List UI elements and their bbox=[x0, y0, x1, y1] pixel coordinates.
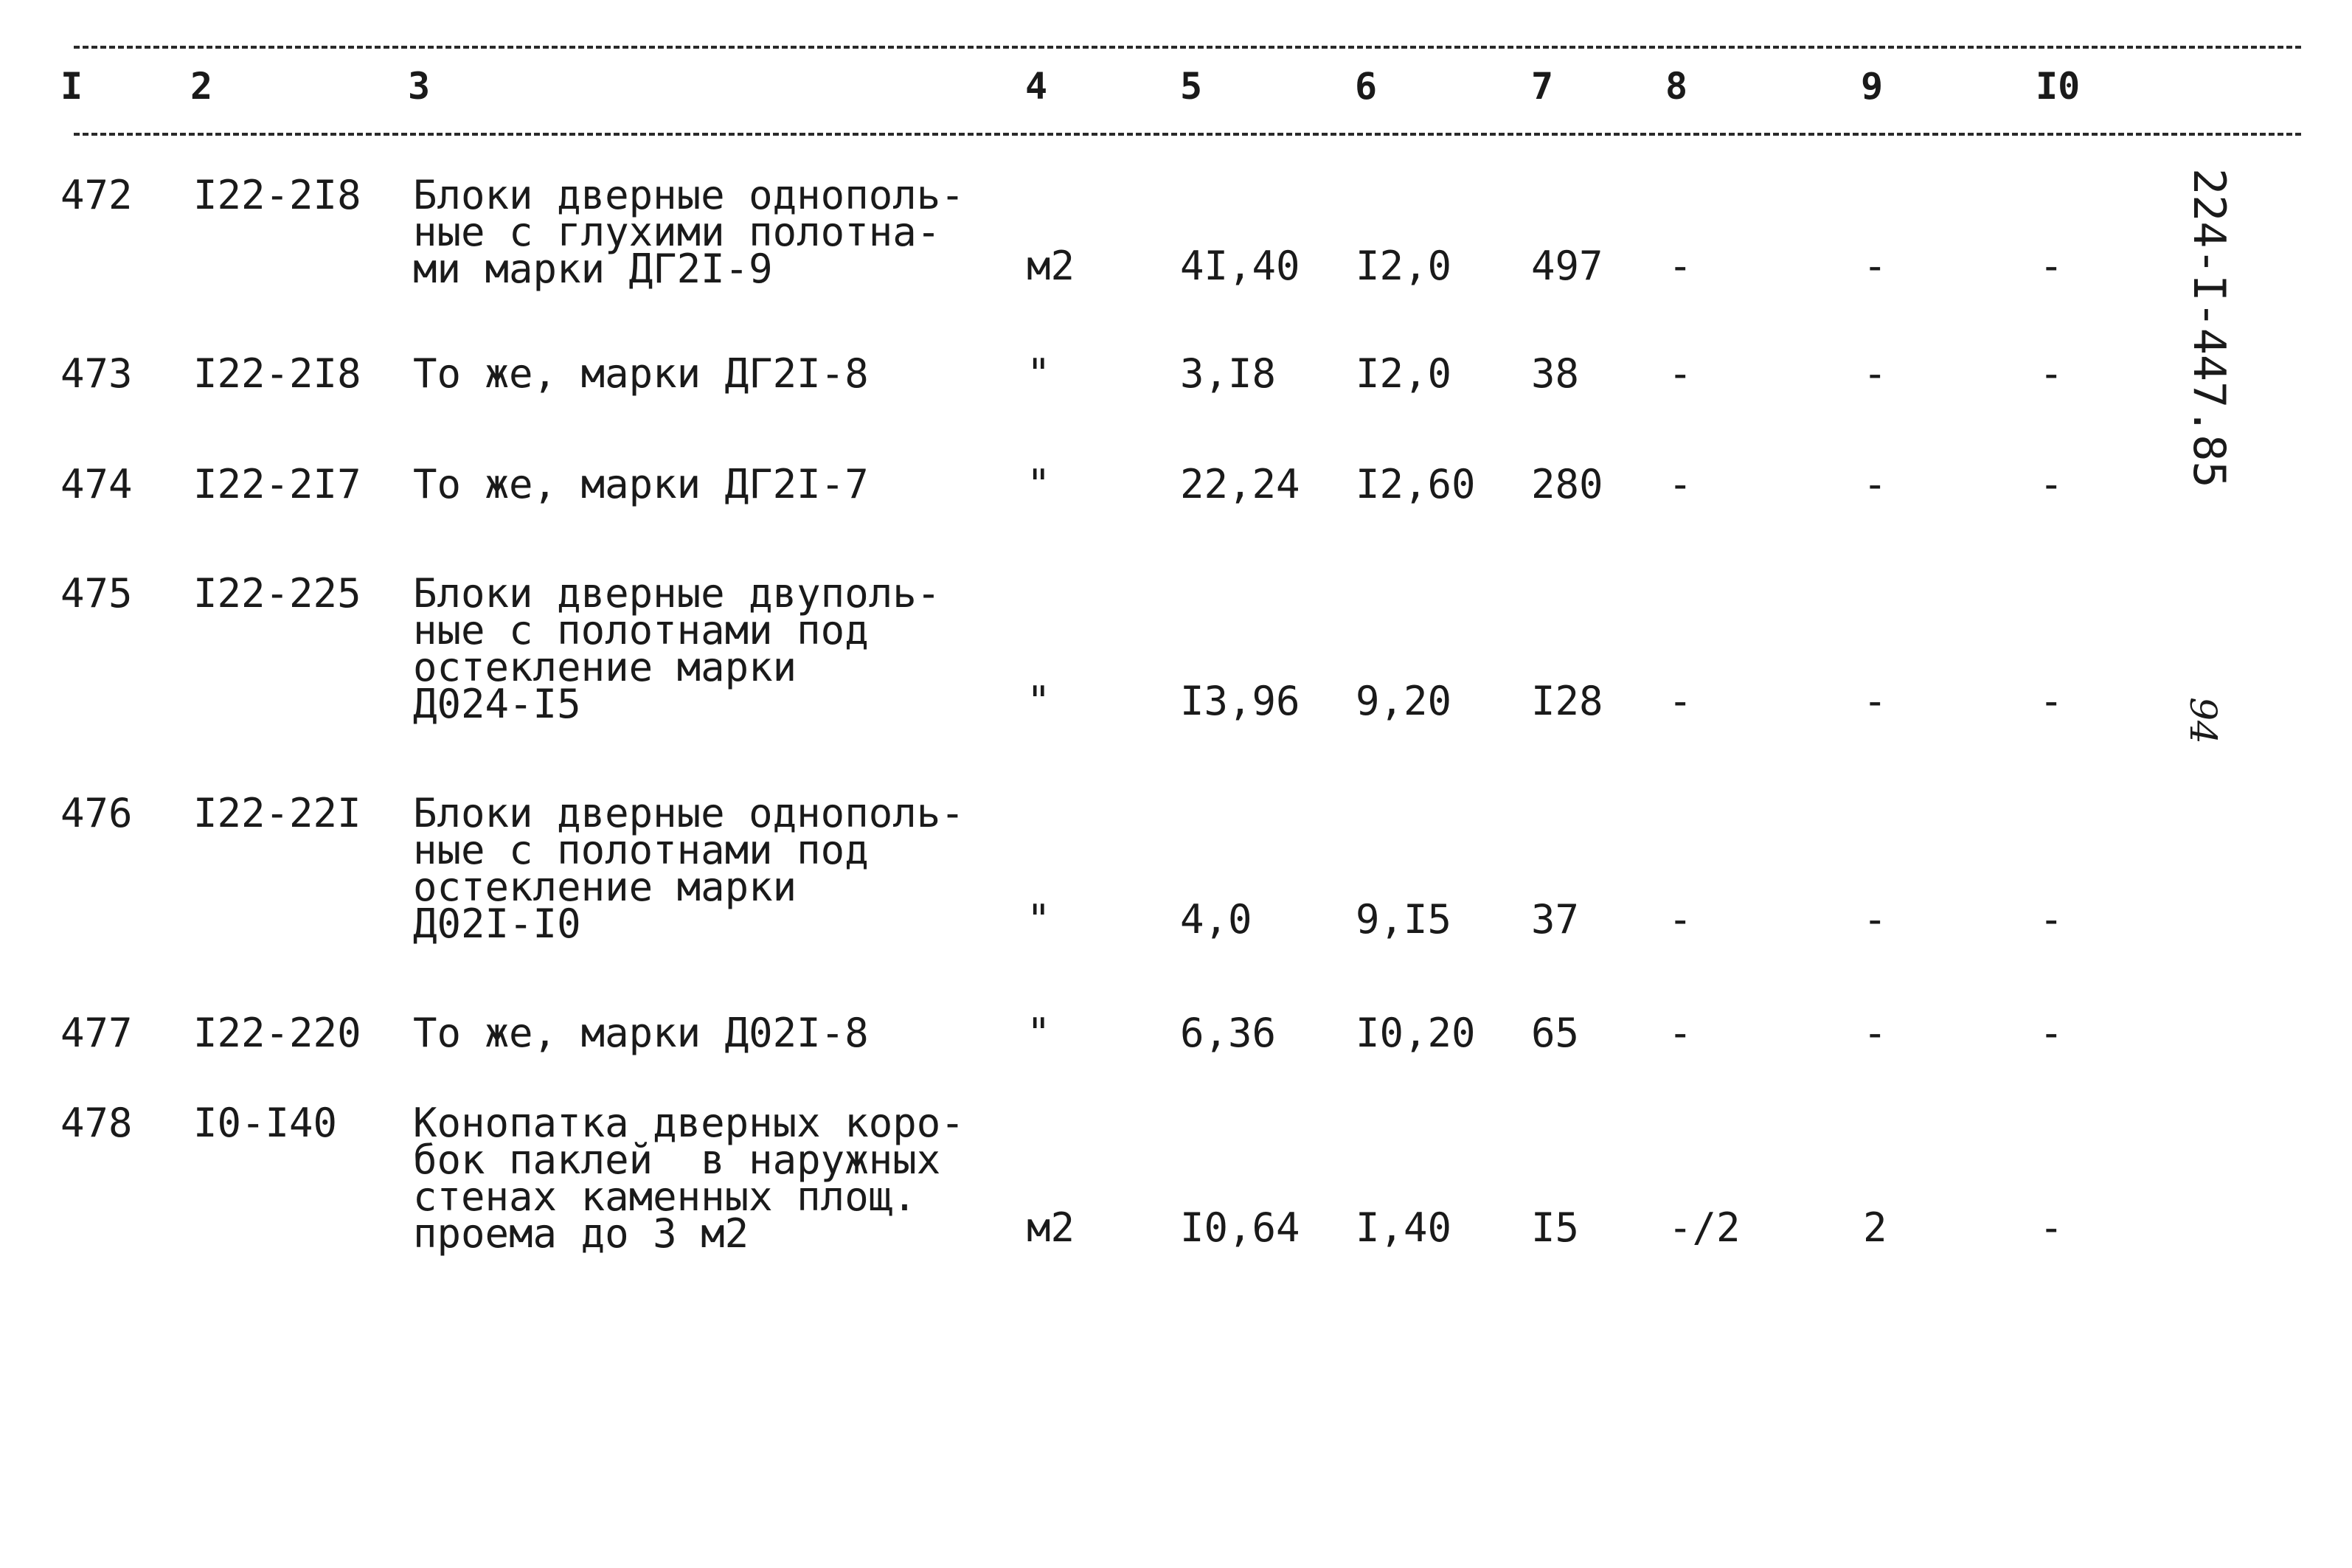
total-cost: 280 bbox=[1531, 461, 1603, 507]
col-9-value: - bbox=[1863, 243, 1887, 289]
col-8-value: - bbox=[1668, 461, 1693, 507]
col-9-value: - bbox=[1863, 678, 1887, 724]
unit: м2 bbox=[1027, 243, 1075, 289]
page-number: 94 bbox=[2181, 697, 2224, 744]
col-10-value: - bbox=[2039, 243, 2064, 289]
price-code: I22-2I7 bbox=[193, 461, 361, 507]
unit-cost: I2,0 bbox=[1356, 243, 1452, 289]
unit-cost: I2,60 bbox=[1356, 461, 1476, 507]
quantity: 6,36 bbox=[1180, 1010, 1277, 1056]
price-code: I22-22I bbox=[193, 790, 361, 836]
col-8-value: -/2 bbox=[1668, 1204, 1741, 1251]
col-9-value: - bbox=[1863, 1010, 1887, 1056]
unit-cost: I2,0 bbox=[1356, 350, 1452, 397]
col-9-value: 2 bbox=[1863, 1204, 1887, 1251]
column-header-5: 5 bbox=[1180, 65, 1203, 108]
unit-cost: I,40 bbox=[1356, 1204, 1452, 1251]
col-10-value: - bbox=[2039, 350, 2064, 397]
col-10-value: - bbox=[2039, 461, 2064, 507]
col-8-value: - bbox=[1668, 243, 1693, 289]
col-8-value: - bbox=[1668, 678, 1693, 724]
quantity: I0,64 bbox=[1180, 1204, 1300, 1251]
row-number: 478 bbox=[60, 1100, 133, 1146]
price-code: I22-225 bbox=[193, 570, 361, 617]
col-9-value: - bbox=[1863, 350, 1887, 397]
unit-cost: 9,I5 bbox=[1356, 896, 1452, 943]
col-8-value: - bbox=[1668, 1010, 1693, 1056]
document-code: 224-I-447.85 bbox=[2183, 168, 2235, 488]
work-name: Блоки дверные однополь- ные с полотнами под остекление марки Д02I-I0 bbox=[413, 790, 965, 947]
column-header-4: 4 bbox=[1025, 65, 1048, 108]
row-number: 477 bbox=[60, 1010, 133, 1056]
total-cost: I5 bbox=[1531, 1204, 1580, 1251]
quantity: I3,96 bbox=[1180, 678, 1300, 724]
row-number: 473 bbox=[60, 350, 133, 397]
col-10-value: - bbox=[2039, 1010, 2064, 1056]
price-code: I22-220 bbox=[193, 1010, 361, 1056]
column-header-8: 8 bbox=[1665, 65, 1688, 108]
column-header-2: 2 bbox=[190, 65, 213, 108]
unit: " bbox=[1027, 350, 1051, 397]
unit-cost: 9,20 bbox=[1356, 678, 1452, 724]
work-name: Блоки дверные однополь- ные с глухими полотна- ми марки ДГ2I-9 bbox=[413, 172, 965, 292]
quantity: 3,I8 bbox=[1180, 350, 1277, 397]
row-number: 472 bbox=[60, 172, 133, 218]
column-header-1: I bbox=[60, 65, 83, 108]
total-cost: 65 bbox=[1531, 1010, 1580, 1056]
price-code: I22-2I8 bbox=[193, 172, 361, 218]
price-code: I22-2I8 bbox=[193, 350, 361, 397]
price-code: I0-I40 bbox=[193, 1100, 338, 1146]
quantity: 22,24 bbox=[1180, 461, 1300, 507]
work-name: То же, марки ДГ2I-7 bbox=[413, 461, 869, 507]
unit: " bbox=[1027, 461, 1051, 507]
work-name: Конопатка дверных коро- бок паклей в наружных стенах каменных площ. проема до 3 м2 bbox=[413, 1100, 965, 1257]
total-cost: 38 bbox=[1531, 350, 1580, 397]
quantity: 4I,40 bbox=[1180, 243, 1300, 289]
col-10-value: - bbox=[2039, 1204, 2064, 1251]
col-10-value: - bbox=[2039, 896, 2064, 943]
column-header-10: I0 bbox=[2036, 65, 2081, 108]
work-name: То же, марки Д02I-8 bbox=[413, 1010, 869, 1056]
header-top-rule bbox=[74, 46, 2301, 49]
column-header-3: 3 bbox=[408, 65, 431, 108]
unit-cost: I0,20 bbox=[1356, 1010, 1476, 1056]
total-cost: 37 bbox=[1531, 896, 1580, 943]
col-9-value: - bbox=[1863, 461, 1887, 507]
work-name: Блоки дверные двуполь- ные с полотнами под остекление марки Д024-I5 bbox=[413, 570, 941, 727]
unit: " bbox=[1027, 678, 1051, 724]
unit: " bbox=[1027, 896, 1051, 943]
col-8-value: - bbox=[1668, 350, 1693, 397]
quantity: 4,0 bbox=[1180, 896, 1252, 943]
col-9-value: - bbox=[1863, 896, 1887, 943]
column-header-7: 7 bbox=[1531, 65, 1554, 108]
column-header-9: 9 bbox=[1861, 65, 1884, 108]
unit: " bbox=[1027, 1010, 1051, 1056]
header-bottom-rule bbox=[74, 133, 2301, 136]
col-8-value: - bbox=[1668, 896, 1693, 943]
row-number: 475 bbox=[60, 570, 133, 617]
work-name: То же, марки ДГ2I-8 bbox=[413, 350, 869, 397]
total-cost: 497 bbox=[1531, 243, 1603, 289]
unit: м2 bbox=[1027, 1204, 1075, 1251]
column-header-6: 6 bbox=[1355, 65, 1378, 108]
col-10-value: - bbox=[2039, 678, 2064, 724]
row-number: 474 bbox=[60, 461, 133, 507]
row-number: 476 bbox=[60, 790, 133, 836]
total-cost: I28 bbox=[1531, 678, 1603, 724]
